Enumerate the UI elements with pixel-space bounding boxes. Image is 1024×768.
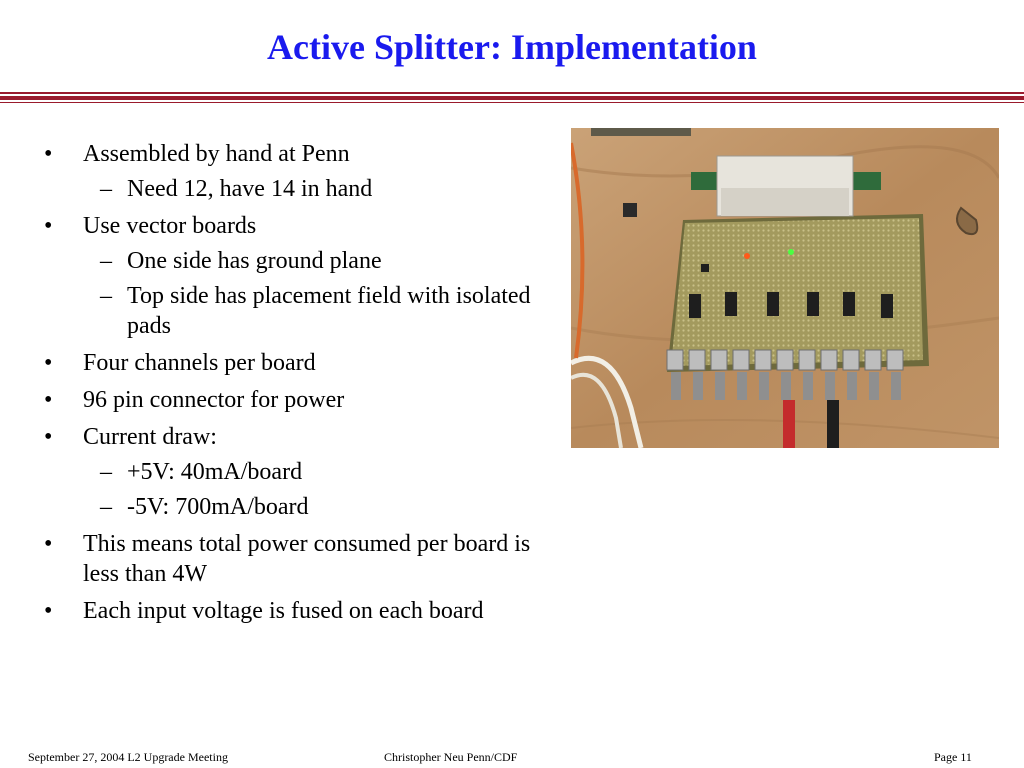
bullet-marker: • [44,141,53,167]
bullet-text: Current draw: [83,424,217,450]
bullet-marker: • [44,531,53,557]
bullet-text: +5V: 40mA/board [127,459,303,485]
bullet-marker: • [44,387,53,413]
bullet-text: -5V: 700mA/board [127,494,309,520]
title-rule-middle [0,96,1024,100]
footer-center: Christopher Neu Penn/CDF [384,750,518,764]
bullet-text: 96 pin connector for power [83,387,345,413]
title-rule-bottom [0,102,1024,103]
bullet-marker: • [44,350,53,376]
bullet-text: Each input voltage is fused on each board [83,598,484,624]
dash-marker: – [100,494,112,520]
bullet-item [44,529,534,589]
bullet-text: Use vector boards [83,213,257,239]
bullet-text: Assembled by hand at Penn [83,141,350,167]
bullet-item [44,385,534,415]
bullet-text: Four channels per board [83,350,316,376]
footer-left: September 27, 2004 L2 Upgrade Meeting [28,750,228,764]
title-rule-top [0,92,1024,94]
bullet-item [44,348,534,378]
dash-marker: – [100,459,112,485]
bullet-text: Top side has placement field with isolated pads [127,283,531,339]
bullet-text: One side has ground plane [127,248,382,274]
dash-marker: – [100,283,112,309]
sub-bullet-item [44,457,534,487]
bullet-marker: • [44,213,53,239]
bullet-text: This means total power consumed per board is less than 4W [83,531,531,587]
footer-right: Page 11 [934,750,972,764]
bullet-item [44,211,534,241]
bullet-item [44,139,534,169]
sub-bullet-item [44,492,534,522]
slide-title: Active Splitter: Implementation [267,27,757,67]
sub-bullet-item [44,246,534,276]
circuit-board-photo [571,128,999,448]
sub-bullet-item [44,281,534,341]
bullet-item [44,422,534,452]
bullet-list [44,132,534,626]
bullet-item [44,596,534,626]
bullet-text: Need 12, have 14 in hand [127,176,373,202]
bullet-marker: • [44,598,53,624]
dash-marker: – [100,248,112,274]
sub-bullet-item [44,174,534,204]
dash-marker: – [100,176,112,202]
bullet-marker: • [44,424,53,450]
